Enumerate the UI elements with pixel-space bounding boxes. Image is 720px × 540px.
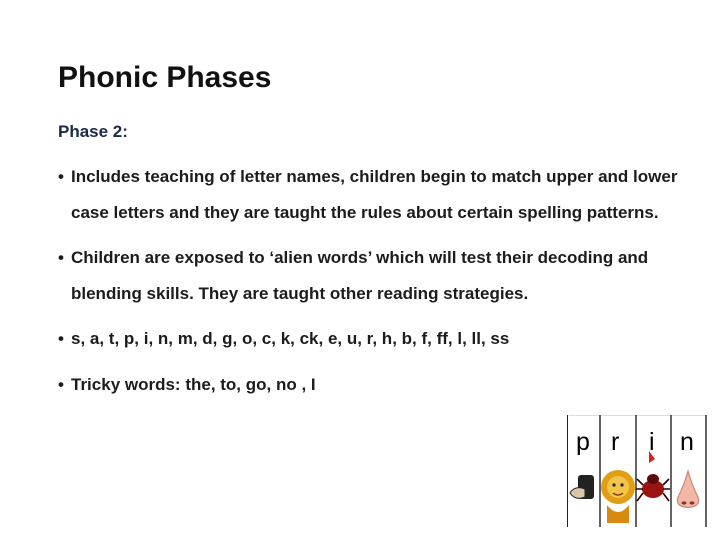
bullet-list (58, 159, 698, 412)
bullet-item-letter-sounds (58, 321, 698, 357)
bullet-text: Children are exposed to ‘alien words’ which will test their decoding and blending skills. They are taught other reading strategies. (71, 248, 649, 303)
bullet-dot: • (58, 248, 64, 267)
bullet-dot: • (58, 374, 64, 394)
bullet-dot: • (58, 329, 64, 348)
bullet-dot: • (58, 167, 64, 186)
bullet-item-tricky-words (58, 367, 698, 403)
strip-letter-n: n (680, 428, 694, 456)
phonics-letter-strip (567, 415, 707, 527)
bullet-item-alien-words (58, 240, 698, 311)
strip-letter-i: i (649, 428, 655, 456)
bullet-item-letter-names (58, 159, 698, 230)
bullet-text: s, a, t, p, i, n, m, d, g, o, c, k, ck, e, u, r, h, b, f, ff, l, ll, ss (71, 329, 510, 348)
phase-subtitle: Phase 2: (58, 122, 128, 141)
nose-icon (677, 471, 698, 508)
strip-letter-p: p (576, 428, 590, 456)
slide-title: Phonic Phases (58, 61, 272, 94)
spider-icon (636, 474, 670, 501)
bullet-text: Includes teaching of letter names, children begin to match upper and lower case letters and they are taught the rules about certain spelling patterns. (71, 167, 678, 222)
hand-icon (570, 475, 594, 499)
lion-icon (601, 470, 635, 523)
bullet-text: Tricky words: the, to, go, no , I (71, 374, 316, 394)
strip-letter-r: r (611, 428, 620, 456)
